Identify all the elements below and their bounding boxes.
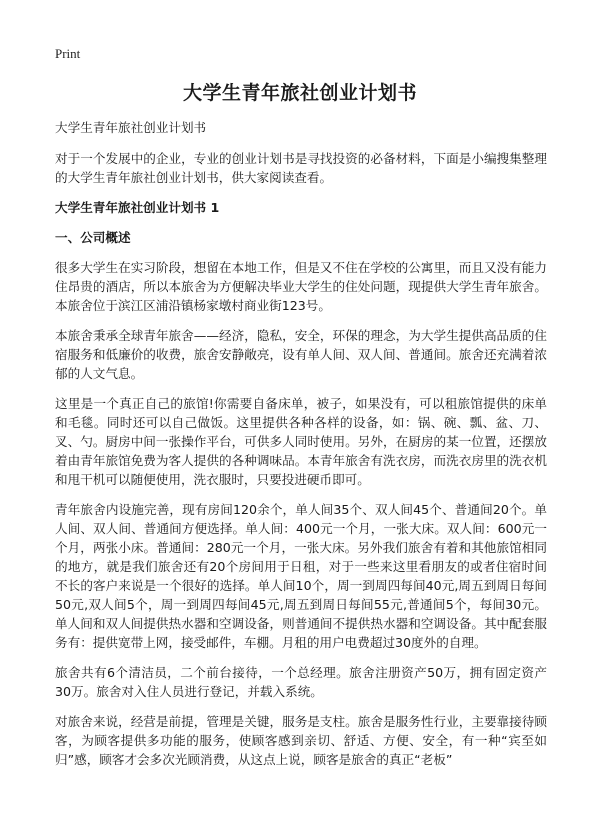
intro-subtitle: 大学生青年旅社创业计划书 [55,120,207,135]
body-paragraph-1: 很多大学生在实习阶段，想留在本地工作，但是又不住在学校的公寓里，而且又没有能力住昂贵的酒店，所以本旅舍为方便解决毕业大学生的住处问题，现提供大学生青年旅舍。本旅舍位于滨江区浦沿镇杨家墩村商业街123号。 [55,260,547,313]
body-paragraph-6: 对旅舍来说，经营是前提，管理是关键，服务是支柱。旅舍是服务性行业，主要靠接待顾客，为顾客提供多功能的服务，使顾客感到亲切、舒适、方便、安全，有一种“宾至如归”感，顾客才会多次光顾消费，从这点上说，顾客是旅舍的真正“老板” [55,714,547,767]
section-heading: 大学生青年旅社创业计划书 1 [55,200,220,215]
print-link[interactable]: Print [55,46,81,61]
section-subheading: 一、公司概述 [55,230,131,245]
body-paragraph-5: 旅舍共有6个清洁员，二个前台接待，一个总经理。旅舍注册资产50万，拥有固定资产30万。旅舍对入住人员进行登记，并载入系统。 [55,665,547,699]
body-paragraph-3: 这里是一个真正自己的旅馆!你需要自备床单，被子，如果没有，可以租旅馆提供的床单和毛毯。同时还可以自己做饭。这里提供各种各样的设备，如：锅、碗、瓢、盆、刀、叉、勺。厨房中间一张操作平台，可供多人同时使用。另外，在厨房的某一位置，还摆放着由青年旅馆免费为客人提供的各种调味品。本青年旅舍有洗衣房，而洗衣房里的洗衣机和甩干机可以随便使用，洗衣服时，只要投进硬币即可。 [55,396,547,487]
body-paragraph-2: 本旅舍秉承全球青年旅舍——经济，隐私，安全，环保的理念，为大学生提供高品质的住宿服务和低廉价的收费，旅舍安静敞亮，设有单人间、双人间、普通间。旅舍还充满着浓郁的人文气息。 [55,328,547,381]
page-title: 大学生青年旅社创业计划书 [182,82,417,104]
document-body [55,118,547,780]
body-paragraph-4: 青年旅舍内设施完善，现有房间120余个，单人间35个、双人间45个、普通间20个。单人间、双人间、普通间方便选择。单人间：400元一个月，一张大床。双人间：600元一个月，两张小床。普通间：280元一个月，一张大床。另外我们旅舍有着和其他旅馆相同的地方，就是我们旅舍还有20个房间用于日租，对于一些来这里看朋友的或者住宿时间不长的客户来说是一个很好的选择。单人间10个，周一到周四每间40元,周五到周日每间50元,双人间5个，周一到周四每间45元,周五到周日每间55元,普通间5个，每间30元。单人间和双人间提供热水器和空调设备，则普通间不提供热水器和空调设备。其中配套服务有：提供宽带上网，接受邮件，车棚。月租的用户电费超过30度外的自理。 [55,502,547,650]
intro-paragraph: 对于一个发展中的企业，专业的创业计划书是寻找投资的必备材料，下面是小编搜集整理的大学生青年旅社创业计划书，供大家阅读查看。 [55,151,547,185]
